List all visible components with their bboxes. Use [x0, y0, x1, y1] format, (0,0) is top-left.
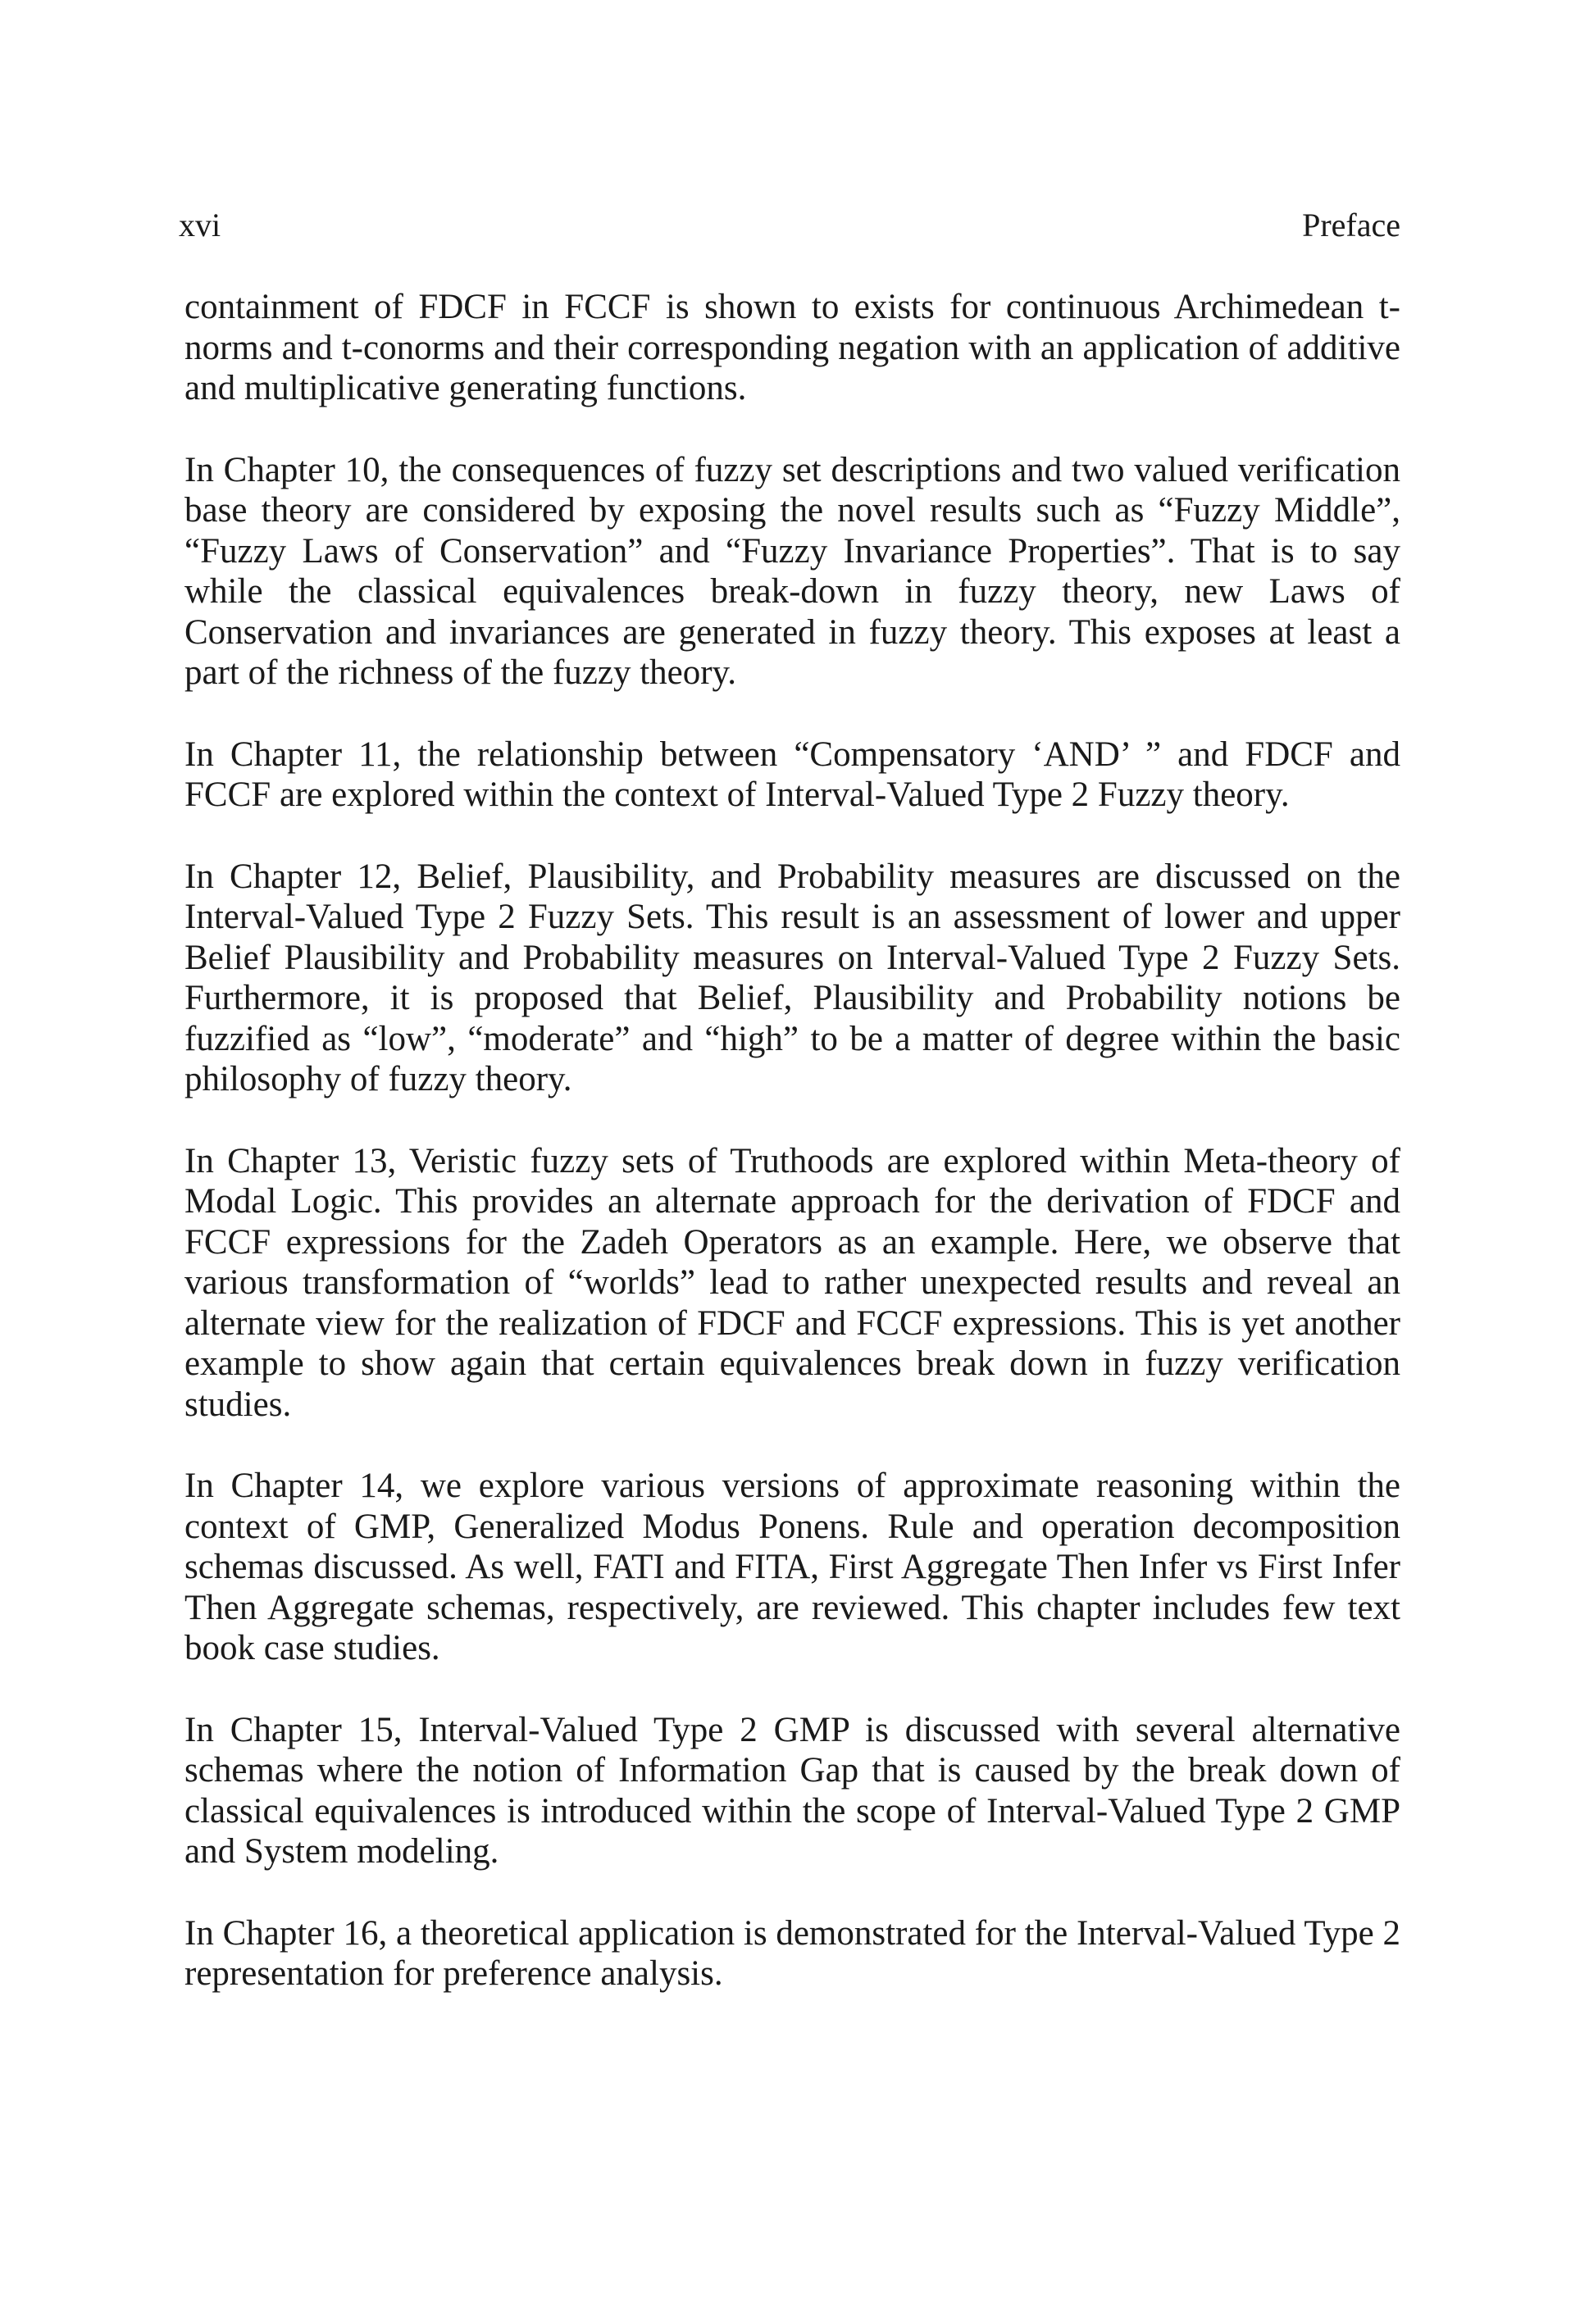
paragraph-chapter-15: In Chapter 15, Interval-Valued Type 2 GMP is discussed with several alternative schemas where the notion of Information Gap that is caused by the break down of classical equivalences is introduced within the scope of Interval-Valued Type 2 GMP and System modeling.: [184, 1710, 1400, 1871]
body-text: [184, 287, 1400, 2035]
paragraph-chapter-10: In Chapter 10, the consequences of fuzzy set descriptions and two valued verification base theory are considered by exposing the novel results such as “Fuzzy Middle”, “Fuzzy Laws of Conservation” and “Fuzzy Invariance Properties”. That is to say while the classical equivalences break-down in fuzzy theory, new Laws of Conservation and invariances are generated in fuzzy theory. This exposes at least a part of the richness of the fuzzy theory.: [184, 450, 1400, 692]
paragraph-chapter-12: In Chapter 12, Belief, Plausibility, and Probability measures are discussed on the Interval-Valued Type 2 Fuzzy Sets. This result is an assessment of lower and upper Belief Plausibility and Probability measures on Interval-Valued Type 2 Fuzzy Sets. Furthermore, it is proposed that Belief, Plausibility and Probability notions be fuzzified as “low”, “moderate” and “high” to be a matter of degree within the basic philosophy of fuzzy theory.: [184, 857, 1400, 1098]
paragraph-chapter-9-continued: containment of FDCF in FCCF is shown to exists for continuous Archimedean t-norms and t-conorms and their corresponding negation with an application of additive and multiplicative generating functions.: [184, 288, 1400, 407]
paragraph-chapter-11: In Chapter 11, the relationship between “Compensatory ‘AND’ ” and FDCF and FCCF are explored within the context of Interval-Valued Type 2 Fuzzy theory.: [184, 734, 1400, 814]
page-number: xvi: [179, 207, 221, 243]
paragraph-chapter-14: In Chapter 14, we explore various versions of approximate reasoning within the context of GMP, Generalized Modus Ponens. Rule and operation decomposition schemas discussed. As well, FATI and FITA, First Aggregate Then Infer vs First Infer Then Aggregate schemas, respectively, are reviewed. This chapter includes few text book case studies.: [184, 1467, 1400, 1667]
paragraph-chapter-13: In Chapter 13, Veristic fuzzy sets of Truthoods are explored within Meta-theory of Modal Logic. This provides an alternate approach for the derivation of FDCF and FCCF expressions for the Zadeh Operators as an example. Here, we observe that various transformation of “worlds” lead to rather unexpected results and reveal an alternate view for the realization of FDCF and FCCF expressions. This is yet another example to show again that certain equivalences break down in fuzzy verification studies.: [184, 1141, 1400, 1424]
section-title: Preface: [1302, 207, 1400, 243]
running-header: [179, 203, 1400, 248]
paragraph-chapter-16: In Chapter 16, a theoretical application is demonstrated for the Interval-Valued Type 2 representation for preference analysis.: [184, 1913, 1400, 1993]
